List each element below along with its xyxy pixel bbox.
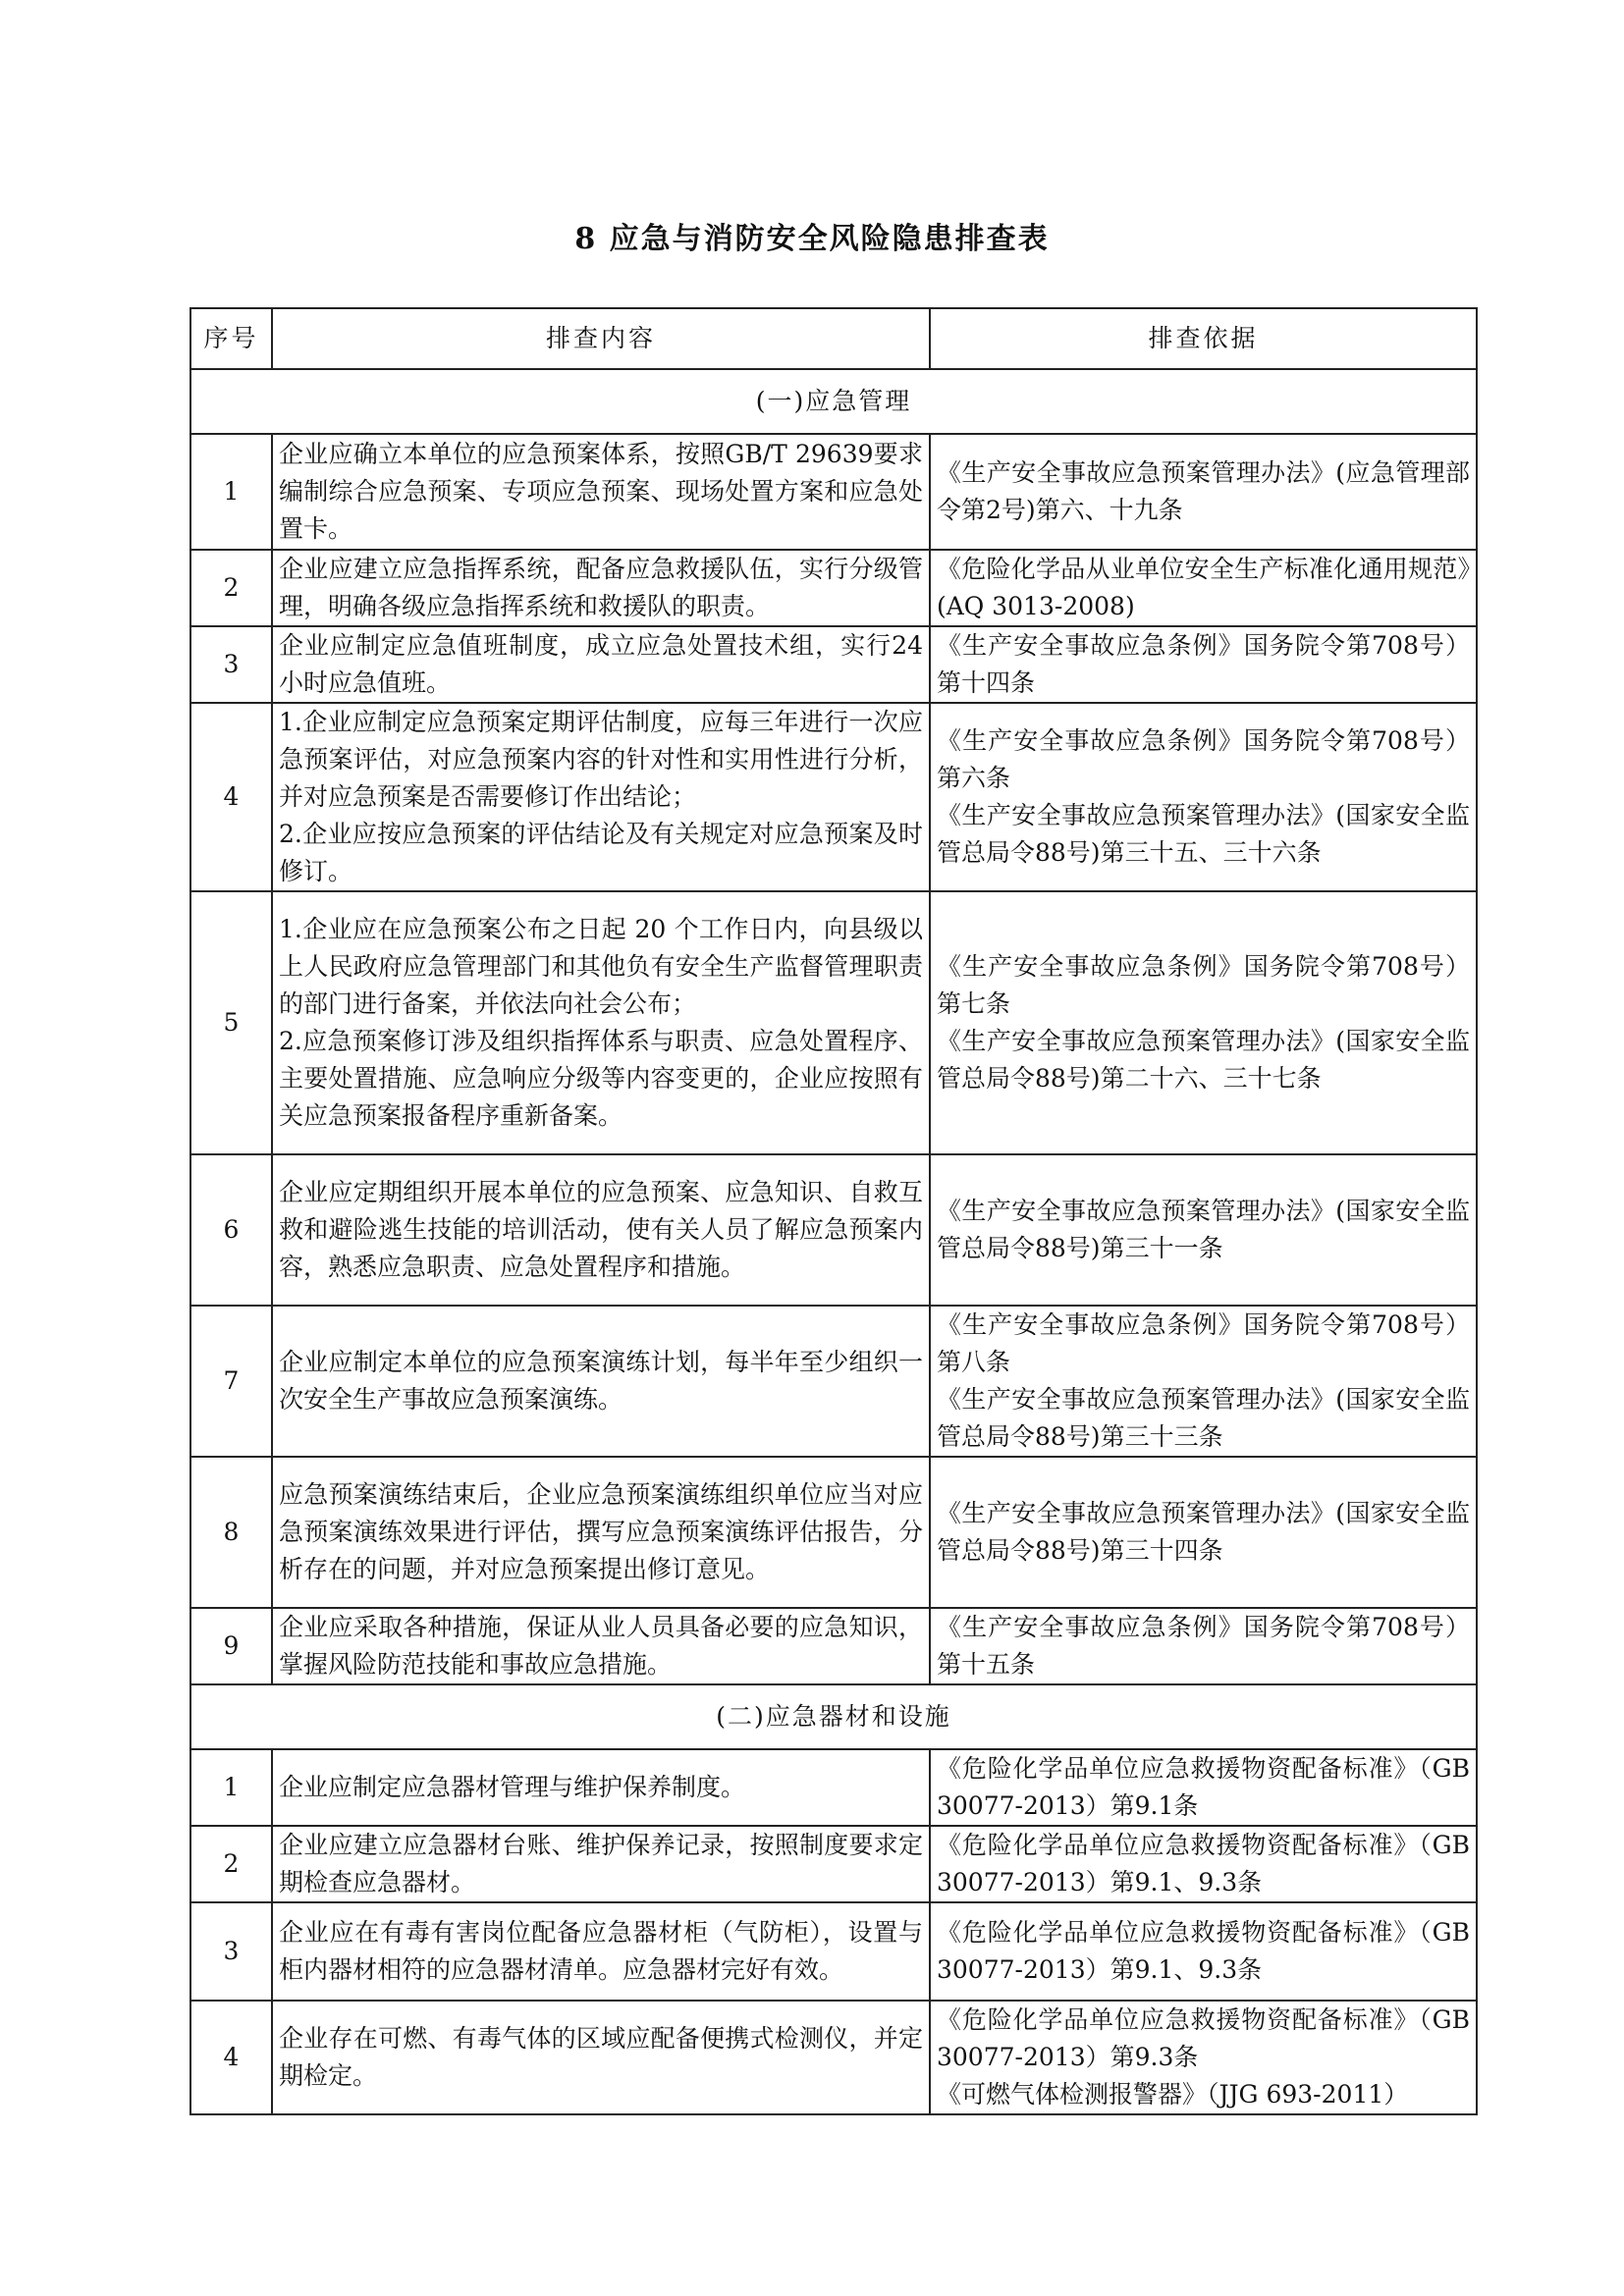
table-row [190,626,1477,703]
check-content-cell [272,891,930,1154]
basis-citation: 《生产安全事故应急预案管理办法》(国家安全监管总局令88号)第三十三条 [937,1385,1470,1451]
check-basis-cell [930,1154,1477,1306]
table-row [190,1457,1477,1608]
check-basis-cell [930,2001,1477,2114]
content-paragraph: 企业应采取各种措施，保证从业人员具备必要的应急知识，掌握风险防范技能和事故应急措施。 [279,1613,923,1679]
header-content: 排查内容 [272,308,930,369]
hazard-checklist-table [189,307,1478,2115]
check-content-cell [272,1826,930,1902]
table-row [190,1826,1477,1902]
page-title: 8 应急与消防安全风险隐患排查表 [574,222,1050,256]
section-row [190,1684,1477,1749]
basis-citation: 《危险化学品单位应急救援物资配备标准》（GB 30077-2013）第9.1、9.3条 [937,1918,1470,1984]
basis-citation: 《生产安全事故应急条例》国务院令第708号）第七条 [937,952,1470,1018]
content-paragraph: 企业存在可燃、有毒气体的区域应配备便携式检测仪，并定期检定。 [279,2024,923,2090]
row-number: 6 [190,1154,272,1306]
basis-citation: 《生产安全事故应急条例》国务院令第708号）第六条 [937,726,1470,792]
content-paragraph: 企业应定期组织开展本单位的应急预案、应急知识、自救互救和避险逃生技能的培训活动，使有关人员了解应急预案内容，熟悉应急职责、应急处置程序和措施。 [279,1178,923,1281]
table-row [190,1902,1477,2001]
check-content-cell [272,1306,930,1457]
row-number: 3 [190,1902,272,2001]
content-paragraph: 企业应制定本单位的应急预案演练计划，每半年至少组织一次安全生产事故应急预案演练。 [279,1348,923,1414]
section-row [190,369,1477,434]
content-paragraph: 1.企业应在应急预案公布之日起 20 个工作日内，向县级以上人民政府应急管理部门和其他负有安全生产监督管理职责的部门进行备案，并依法向社会公布； [279,915,923,1018]
check-content-cell [272,434,930,550]
basis-citation: 《生产安全事故应急预案管理办法》(国家安全监管总局令88号)第三十一条 [937,1197,1470,1262]
row-number: 4 [190,2001,272,2114]
check-basis-cell [930,703,1477,891]
row-number: 7 [190,1306,272,1457]
header-row [190,308,1477,369]
content-paragraph: 企业应确立本单位的应急预案体系，按照GB/T 29639要求编制综合应急预案、专项应急预案、现场处置方案和应急处置卡。 [279,440,923,543]
basis-citation: 《生产安全事故应急条例》国务院令第708号）第八条 [937,1310,1470,1376]
table-row [190,434,1477,550]
basis-citation: 《危险化学品单位应急救援物资配备标准》（GB 30077-2013）第9.1、9.3条 [937,1831,1470,1896]
content-paragraph: 应急预案演练结束后，企业应急预案演练组织单位应当对应急预案演练效果进行评估，撰写应急预案演练评估报告，分析存在的问题，并对应急预案提出修订意见。 [279,1480,923,1583]
check-content-cell [272,1154,930,1306]
table-body [190,369,1477,2114]
check-basis-cell [930,1457,1477,1608]
table-row [190,2001,1477,2114]
content-paragraph: 2.应急预案修订涉及组织指挥体系与职责、应急处置程序、主要处置措施、应急响应分级等内容变更的，企业应按照有关应急预案报备程序重新备案。 [279,1027,923,1130]
row-number: 5 [190,891,272,1154]
check-basis-cell [930,1826,1477,1902]
basis-citation: 《生产安全事故应急预案管理办法》(应急管理部令第2号)第六、十九条 [937,458,1470,524]
content-paragraph: 企业应建立应急指挥系统，配备应急救援队伍，实行分级管理，明确各级应急指挥系统和救援队的职责。 [279,555,923,620]
row-number: 9 [190,1608,272,1684]
check-basis-cell [930,1306,1477,1457]
check-content-cell [272,1749,930,1826]
check-content-cell [272,2001,930,2114]
basis-citation: 《生产安全事故应急预案管理办法》(国家安全监管总局令88号)第二十六、三十七条 [937,1027,1470,1093]
table-row [190,1608,1477,1684]
check-content-cell [272,703,930,891]
row-number: 1 [190,434,272,550]
check-basis-cell [930,891,1477,1154]
content-paragraph: 2.企业应按应急预案的评估结论及有关规定对应急预案及时修订。 [279,820,923,885]
basis-citation: 《危险化学品单位应急救援物资配备标准》（GB 30077-2013）第9.1条 [937,1754,1470,1820]
check-content-cell [272,550,930,626]
content-paragraph: 1.企业应制定应急预案定期评估制度，应每三年进行一次应急预案评估，对应急预案内容的针对性和实用性进行分析，并对应急预案是否需要修订作出结论； [279,708,923,811]
row-number: 1 [190,1749,272,1826]
table-row [190,891,1477,1154]
check-content-cell [272,1608,930,1684]
check-content-cell [272,1457,930,1608]
section-title: (一)应急管理 [190,369,1477,434]
row-number: 8 [190,1457,272,1608]
check-content-cell [272,626,930,703]
row-number: 4 [190,703,272,891]
check-basis-cell [930,626,1477,703]
content-paragraph: 企业应制定应急值班制度，成立应急处置技术组，实行24小时应急值班。 [279,631,923,697]
header-no: 序号 [190,308,272,369]
row-number: 2 [190,550,272,626]
content-paragraph: 企业应制定应急器材管理与维护保养制度。 [279,1773,746,1801]
table-row [190,1306,1477,1457]
table-row [190,1749,1477,1826]
check-basis-cell [930,1902,1477,2001]
basis-citation: 《危险化学品从业单位安全生产标准化通用规范》(AQ 3013-2008) [937,555,1470,620]
table-row [190,1154,1477,1306]
basis-citation: 《生产安全事故应急预案管理办法》(国家安全监管总局令88号)第三十四条 [937,1499,1470,1565]
table-row [190,703,1477,891]
basis-citation: 《危险化学品单位应急救援物资配备标准》（GB 30077-2013）第9.3条 [937,2005,1470,2071]
table-row [190,550,1477,626]
check-basis-cell [930,1749,1477,1826]
section-title: (二)应急器材和设施 [190,1684,1477,1749]
content-paragraph: 企业应建立应急器材台账、维护保养记录，按照制度要求定期检查应急器材。 [279,1831,923,1896]
row-number: 2 [190,1826,272,1902]
check-basis-cell [930,434,1477,550]
check-basis-cell [930,1608,1477,1684]
basis-citation: 《生产安全事故应急条例》国务院令第708号）第十五条 [937,1613,1470,1679]
row-number: 3 [190,626,272,703]
check-basis-cell [930,550,1477,626]
content-paragraph: 企业应在有毒有害岗位配备应急器材柜（气防柜），设置与柜内器材相符的应急器材清单。应急器材完好有效。 [279,1918,923,1984]
check-content-cell [272,1902,930,2001]
basis-citation: 《生产安全事故应急条例》国务院令第708号）第十四条 [937,631,1470,697]
header-basis: 排查依据 [930,308,1477,369]
basis-citation: 《可燃气体检测报警器》（JJG 693-2011） [937,2080,1409,2109]
basis-citation: 《生产安全事故应急预案管理办法》(国家安全监管总局令88号)第三十五、三十六条 [937,801,1470,867]
